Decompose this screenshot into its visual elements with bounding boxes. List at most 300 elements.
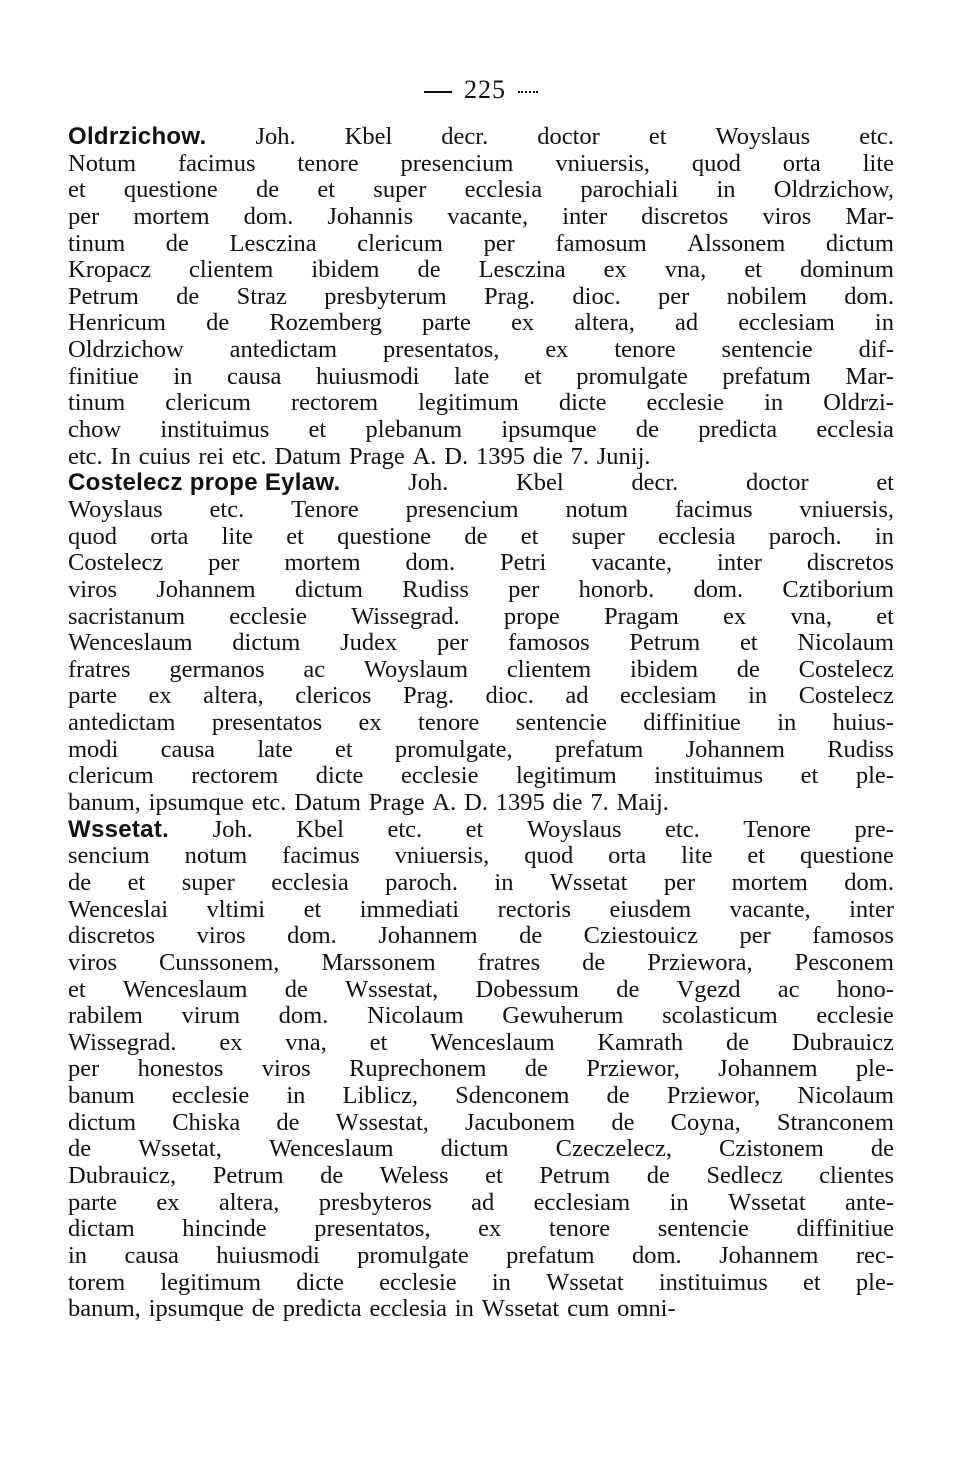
word: et bbox=[68, 176, 86, 204]
word: instituimus bbox=[654, 762, 764, 790]
word: Cunssonem, bbox=[158, 948, 280, 976]
word: notum bbox=[565, 495, 629, 523]
word: de bbox=[276, 1108, 300, 1136]
word: Costelecz bbox=[798, 655, 894, 683]
word: et bbox=[744, 256, 762, 284]
word: Rudiss bbox=[827, 735, 894, 763]
word: ad bbox=[471, 1188, 495, 1216]
word: ex bbox=[358, 709, 382, 737]
word: scolasticum bbox=[662, 1002, 778, 1030]
word: famosos bbox=[812, 922, 894, 950]
text-line bbox=[68, 1003, 894, 1030]
word: de bbox=[176, 282, 200, 310]
word: vna, bbox=[664, 256, 707, 284]
word: late bbox=[257, 735, 293, 763]
word: huiusmodi bbox=[216, 1241, 320, 1269]
word: Prag. bbox=[402, 682, 454, 710]
text-line bbox=[68, 1136, 894, 1163]
word: D. bbox=[464, 789, 488, 817]
word: huius- bbox=[832, 709, 894, 737]
word: vacante, bbox=[447, 202, 529, 230]
word: Junij. bbox=[596, 442, 651, 470]
word: legitimum bbox=[515, 762, 617, 790]
word: ecclesie bbox=[379, 1268, 457, 1296]
word: de bbox=[320, 1161, 344, 1189]
word: inter bbox=[717, 549, 762, 577]
word: facimus bbox=[282, 842, 360, 870]
text-line bbox=[68, 284, 894, 311]
word: Wssestat, bbox=[335, 1108, 429, 1136]
word: Judex bbox=[340, 629, 398, 657]
word: de bbox=[606, 1082, 630, 1110]
text-line bbox=[68, 337, 894, 364]
word: rectorem bbox=[191, 762, 279, 790]
word: ecclesia bbox=[271, 868, 349, 896]
word: dom. bbox=[693, 575, 744, 603]
word: dom. bbox=[844, 282, 894, 310]
word: vniuersis, bbox=[555, 149, 650, 177]
word: Pragam bbox=[603, 602, 679, 630]
text-line bbox=[68, 151, 894, 178]
word: banum, bbox=[68, 789, 141, 817]
word: Lesczina bbox=[478, 256, 566, 284]
word: per bbox=[483, 229, 515, 257]
word: ex bbox=[478, 1215, 502, 1243]
word: ipsumque bbox=[501, 416, 597, 444]
word: questione bbox=[337, 522, 432, 550]
word: notum bbox=[184, 842, 248, 870]
word: ex bbox=[511, 309, 535, 337]
page-header bbox=[68, 70, 894, 110]
word: presentatos, bbox=[383, 336, 500, 364]
header-dash-left bbox=[424, 91, 452, 93]
word: ecclesia bbox=[658, 522, 736, 550]
word: et bbox=[803, 1268, 821, 1296]
text-line bbox=[68, 1296, 894, 1323]
word: Kbel bbox=[344, 123, 393, 150]
word: dom. bbox=[278, 1002, 329, 1030]
word: Wenceslaum bbox=[430, 1028, 555, 1056]
word: dom. bbox=[405, 549, 456, 577]
word: Woyslaum bbox=[363, 655, 469, 683]
word: clientem bbox=[506, 655, 592, 683]
word: instituimus bbox=[160, 416, 270, 444]
word: decr. bbox=[631, 469, 679, 497]
word: de bbox=[165, 229, 189, 257]
word: Kbel bbox=[516, 469, 564, 497]
word: in bbox=[874, 309, 894, 337]
word: vna, bbox=[285, 1028, 327, 1056]
text-line bbox=[68, 577, 894, 604]
word: Vgezd bbox=[676, 975, 741, 1003]
word: Chiska bbox=[172, 1108, 241, 1136]
word: cum bbox=[567, 1295, 610, 1323]
word: quod bbox=[68, 522, 117, 550]
word: omni- bbox=[617, 1295, 676, 1323]
word: etc. bbox=[68, 442, 103, 470]
word: honorb. bbox=[578, 575, 655, 603]
word: parochiali bbox=[580, 176, 679, 204]
word: Dubrauicz bbox=[791, 1028, 894, 1056]
word: lite bbox=[862, 149, 894, 177]
word: presbyterum bbox=[324, 282, 447, 310]
word: ad bbox=[565, 682, 589, 710]
word: parte bbox=[421, 309, 471, 337]
word: sentencie bbox=[721, 336, 813, 364]
text-line bbox=[68, 1270, 894, 1297]
word: eiusdem bbox=[609, 895, 692, 923]
word: ecclesie bbox=[171, 1082, 250, 1110]
word: in bbox=[764, 389, 784, 417]
word: ex bbox=[603, 256, 627, 284]
word: legitimum bbox=[418, 389, 519, 417]
text-line bbox=[68, 1056, 894, 1083]
word: huiusmodi bbox=[315, 362, 420, 390]
word: chow bbox=[68, 416, 122, 444]
word: rectorem bbox=[290, 389, 379, 417]
word: de bbox=[251, 1295, 275, 1323]
word: etc. bbox=[231, 442, 267, 470]
word: promulgate bbox=[576, 362, 688, 390]
word: de bbox=[616, 975, 640, 1003]
word: Prziewor, bbox=[586, 1055, 680, 1083]
word: prefatum bbox=[506, 1241, 595, 1269]
word: per bbox=[663, 868, 696, 896]
word: Wissegrad. bbox=[351, 602, 460, 630]
word: ecclesie bbox=[400, 762, 479, 790]
word: in bbox=[286, 1082, 306, 1110]
word: In bbox=[110, 442, 131, 470]
word: rectoris bbox=[497, 895, 572, 923]
word: de bbox=[256, 176, 280, 204]
word: et bbox=[739, 629, 758, 657]
word: modi bbox=[68, 735, 119, 763]
word: banum, bbox=[68, 1295, 141, 1323]
word: 7. bbox=[590, 789, 609, 817]
word: dictam bbox=[68, 1215, 135, 1243]
word: de bbox=[582, 948, 606, 976]
word: Petrum bbox=[629, 629, 701, 657]
word: Cztiborium bbox=[782, 575, 894, 603]
word: ipsumque bbox=[148, 789, 244, 817]
word: clericos bbox=[295, 682, 372, 710]
word: etc. bbox=[859, 123, 894, 150]
word: Petrum bbox=[212, 1161, 284, 1189]
word: et bbox=[286, 522, 304, 550]
body-text bbox=[68, 124, 894, 1323]
word: virum bbox=[181, 1002, 241, 1030]
word: die bbox=[552, 789, 583, 817]
word: presentatos, bbox=[314, 1215, 431, 1243]
word: Liblicz, bbox=[342, 1082, 419, 1110]
text-line bbox=[68, 897, 894, 924]
word: ecclesie bbox=[646, 389, 725, 417]
word: rei bbox=[198, 442, 225, 470]
text-line bbox=[68, 364, 894, 391]
word: instituimus bbox=[658, 1268, 768, 1296]
word: hono- bbox=[836, 975, 894, 1003]
word: honestos bbox=[137, 1055, 224, 1083]
word: mortem bbox=[731, 868, 808, 896]
word: tenore bbox=[297, 149, 359, 177]
word: presentatos bbox=[211, 709, 323, 737]
text-line bbox=[68, 870, 894, 897]
word: causa bbox=[124, 1241, 179, 1269]
word: super bbox=[373, 176, 427, 204]
word: ante- bbox=[845, 1188, 894, 1216]
word: in bbox=[874, 522, 894, 550]
word: doctor bbox=[537, 123, 600, 150]
text-line bbox=[68, 257, 894, 284]
text-line bbox=[68, 124, 894, 151]
entry-headword: Oldrzichow. bbox=[68, 123, 207, 150]
word: Wenceslai bbox=[68, 895, 169, 923]
word: Wenceslaum bbox=[122, 975, 248, 1003]
word: presencium bbox=[400, 149, 514, 177]
word: lite bbox=[221, 522, 253, 550]
word: vniuersis, bbox=[394, 842, 490, 870]
word: inter bbox=[562, 202, 608, 230]
entry-3 bbox=[68, 817, 894, 1323]
word: per bbox=[508, 575, 540, 603]
word: Ruprechonem bbox=[349, 1055, 487, 1083]
word: ecclesiam bbox=[738, 309, 835, 337]
word: dom. bbox=[287, 922, 337, 950]
word: clericum bbox=[165, 389, 251, 417]
word: viros bbox=[196, 922, 246, 950]
word: in bbox=[68, 1241, 88, 1269]
word: tinum bbox=[68, 229, 126, 257]
word: questione bbox=[800, 842, 894, 870]
text-line bbox=[68, 444, 894, 471]
word: sentencie bbox=[515, 709, 607, 737]
word: antedictam bbox=[68, 709, 176, 737]
word: ecclesie bbox=[816, 1002, 894, 1030]
word: Cziestouicz bbox=[583, 922, 698, 950]
word: Prziewor, bbox=[666, 1082, 761, 1110]
word: ple- bbox=[855, 762, 894, 790]
word: Wssetat bbox=[481, 1295, 560, 1323]
word: Johannem bbox=[719, 1241, 819, 1269]
word: Johannem bbox=[156, 575, 256, 603]
word: de bbox=[736, 655, 760, 683]
word: dif- bbox=[858, 336, 894, 364]
word: legitimum bbox=[160, 1268, 262, 1296]
word: dominum bbox=[800, 256, 894, 284]
text-line bbox=[68, 1163, 894, 1190]
word: clientem bbox=[189, 256, 274, 284]
word: torem bbox=[68, 1268, 126, 1296]
text-line bbox=[68, 763, 894, 790]
word: viros bbox=[762, 202, 812, 230]
word: de bbox=[725, 1028, 750, 1056]
word: ple- bbox=[855, 1055, 894, 1083]
word: etc. bbox=[387, 815, 423, 843]
text-line bbox=[68, 231, 894, 258]
word: Costelecz bbox=[798, 682, 894, 710]
word: Lesczina bbox=[229, 229, 317, 257]
word: prope bbox=[503, 602, 560, 630]
word: D. bbox=[444, 442, 469, 470]
word: Costelecz bbox=[68, 549, 164, 577]
word: ibidem bbox=[629, 655, 698, 683]
word: in bbox=[491, 1268, 511, 1296]
word: de bbox=[68, 868, 92, 896]
word: antedictam bbox=[229, 336, 338, 364]
word: et bbox=[127, 868, 146, 896]
entry-2 bbox=[68, 470, 894, 816]
text-line bbox=[68, 1030, 894, 1057]
word: paroch. bbox=[385, 868, 458, 896]
word: per bbox=[436, 629, 469, 657]
entry-headword: Wssetat. bbox=[68, 815, 170, 843]
word: et bbox=[334, 735, 353, 763]
word: Mar- bbox=[845, 362, 894, 390]
word: Johannis bbox=[327, 202, 414, 230]
word: facimus bbox=[674, 495, 753, 523]
word: ac bbox=[777, 975, 800, 1003]
word: ecclesia bbox=[369, 1295, 447, 1323]
word: ipsumque bbox=[148, 1295, 244, 1323]
word: Prage bbox=[349, 442, 405, 470]
text-line bbox=[68, 630, 894, 657]
word: discretos bbox=[68, 922, 156, 950]
word: famosos bbox=[508, 629, 590, 657]
word: diffinitiue bbox=[643, 709, 741, 737]
word: dictum bbox=[232, 629, 301, 657]
word: discretos bbox=[641, 202, 729, 230]
word: etc. bbox=[251, 789, 287, 817]
word: in bbox=[777, 709, 797, 737]
text-line bbox=[68, 204, 894, 231]
word: Johannem bbox=[685, 735, 785, 763]
word: ex bbox=[148, 682, 172, 710]
word: Oldrzichow bbox=[68, 336, 184, 364]
word: sencium bbox=[68, 842, 150, 870]
word: ecclesia bbox=[816, 416, 894, 444]
word: ac bbox=[303, 655, 326, 683]
word: prefatum bbox=[722, 362, 811, 390]
word: de bbox=[68, 1135, 92, 1163]
text-line bbox=[68, 390, 894, 417]
word: A. bbox=[432, 789, 457, 817]
word: de bbox=[206, 309, 230, 337]
word: Petrum bbox=[68, 282, 139, 310]
word: Wissegrad. bbox=[68, 1028, 177, 1056]
word: altera, bbox=[574, 309, 635, 337]
word: Kbel bbox=[296, 815, 344, 843]
word: pre- bbox=[854, 815, 894, 843]
word: et bbox=[876, 469, 894, 497]
word: per bbox=[68, 1055, 100, 1083]
text-line bbox=[68, 817, 894, 844]
word: Wssetat bbox=[546, 1268, 624, 1296]
word: Alssonem bbox=[687, 229, 786, 257]
word: decr. bbox=[441, 123, 489, 150]
word: doctor bbox=[746, 469, 809, 497]
word: dictum bbox=[68, 1108, 137, 1136]
word: lite bbox=[681, 842, 713, 870]
word: de bbox=[464, 522, 488, 550]
word: Prag. bbox=[484, 282, 536, 310]
text-line bbox=[68, 550, 894, 577]
text-line bbox=[68, 790, 894, 817]
word: per bbox=[68, 202, 100, 230]
word: Nicolaum bbox=[367, 1002, 464, 1030]
text-line bbox=[68, 923, 894, 950]
word: dicte bbox=[296, 1268, 344, 1296]
word: de bbox=[524, 1055, 548, 1083]
text-line bbox=[68, 310, 894, 337]
word: super bbox=[571, 522, 625, 550]
word: ex bbox=[219, 1028, 243, 1056]
word: mortem bbox=[133, 202, 210, 230]
word: Wssestat, bbox=[345, 975, 439, 1003]
word: prefatum bbox=[554, 735, 644, 763]
word: et bbox=[523, 362, 542, 390]
word: Coyna, bbox=[670, 1108, 741, 1136]
word: Johannem bbox=[718, 1055, 818, 1083]
word: late bbox=[454, 362, 490, 390]
word: Notum bbox=[68, 149, 137, 177]
text-line bbox=[68, 710, 894, 737]
word: predicta bbox=[282, 1295, 362, 1323]
word: viros bbox=[68, 575, 117, 603]
word: questione bbox=[123, 176, 218, 204]
word: inter bbox=[849, 895, 894, 923]
text-line bbox=[68, 683, 894, 710]
word: Petrum bbox=[539, 1161, 611, 1189]
word: Prziewora, bbox=[647, 948, 753, 976]
word: altera, bbox=[218, 1188, 280, 1216]
word: Rudiss bbox=[402, 575, 469, 603]
word: et bbox=[648, 123, 667, 150]
text-line bbox=[68, 417, 894, 444]
word: vltimi bbox=[206, 895, 266, 923]
word: et bbox=[303, 895, 322, 923]
word: in bbox=[494, 868, 514, 896]
header-dash-right bbox=[518, 91, 538, 93]
word: Woyslaus bbox=[715, 123, 811, 150]
word: in bbox=[669, 1188, 689, 1216]
word: et bbox=[369, 1028, 388, 1056]
word: Pesconem bbox=[794, 948, 894, 976]
text-line bbox=[68, 497, 894, 524]
word: 1395 bbox=[495, 789, 545, 817]
word: clericum bbox=[357, 229, 443, 257]
word: in bbox=[716, 176, 736, 204]
word: in bbox=[748, 682, 768, 710]
word: plebanum bbox=[365, 416, 463, 444]
word: orta bbox=[150, 522, 189, 550]
text-line bbox=[68, 737, 894, 764]
word: dioc. bbox=[485, 682, 534, 710]
entry-1 bbox=[68, 124, 894, 470]
word: in bbox=[454, 1295, 474, 1323]
text-line bbox=[68, 1083, 894, 1110]
text-line bbox=[68, 950, 894, 977]
word: Czeczelecz, bbox=[555, 1135, 672, 1163]
word: rec- bbox=[855, 1241, 894, 1269]
word: vna, bbox=[790, 602, 832, 630]
word: predicta bbox=[698, 416, 778, 444]
word: 1395 bbox=[475, 442, 525, 470]
word: et bbox=[465, 815, 484, 843]
word: sacristanum bbox=[68, 602, 186, 630]
word: Prage bbox=[368, 789, 425, 817]
word: dom. bbox=[243, 202, 294, 230]
word: in bbox=[173, 362, 193, 390]
